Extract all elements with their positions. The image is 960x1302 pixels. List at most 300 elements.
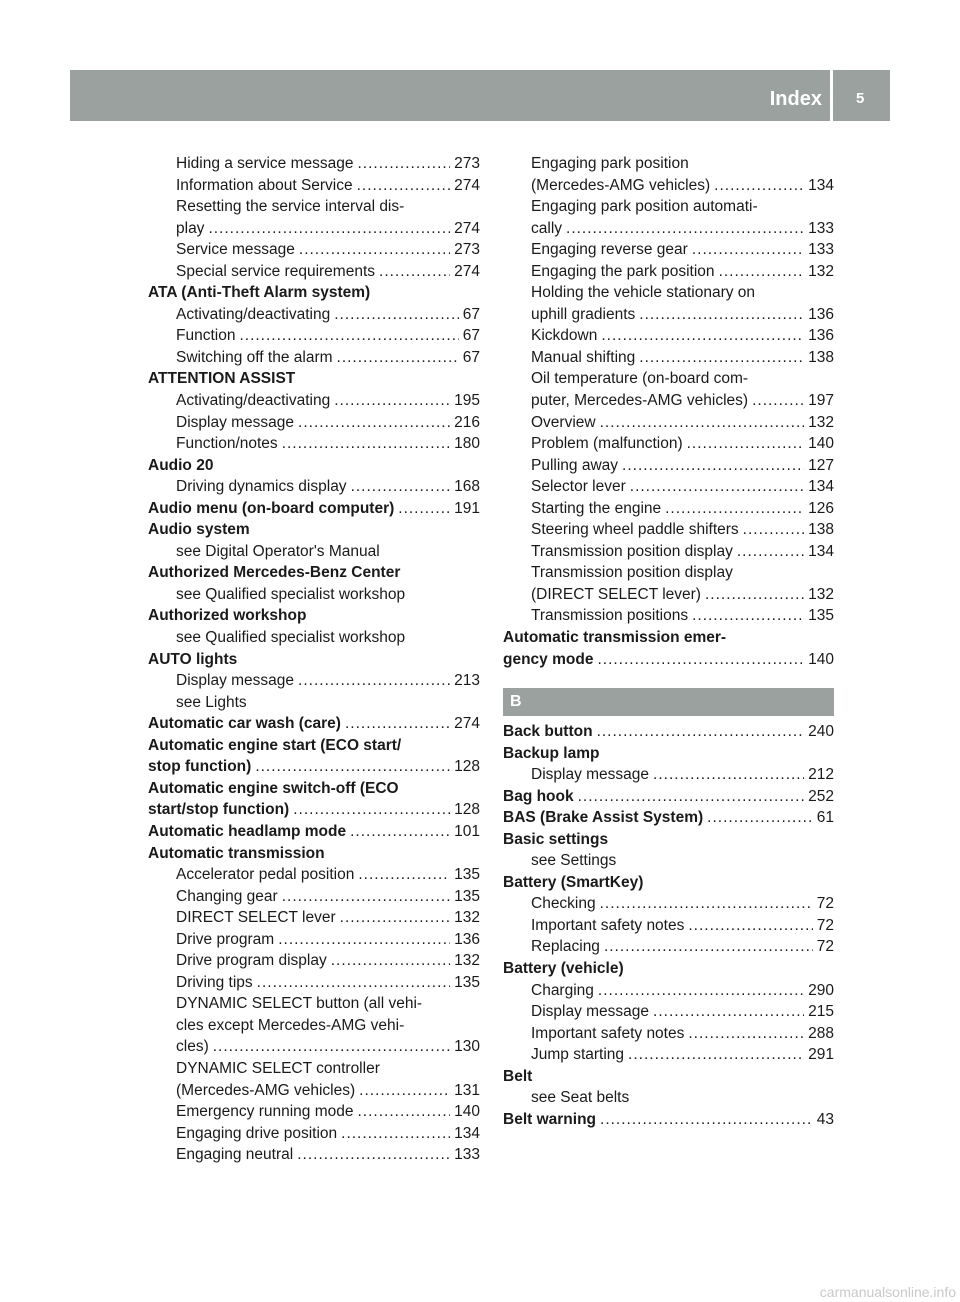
index-subentry — [148, 950, 480, 972]
dot-leader — [705, 584, 804, 606]
dot-leader — [358, 1101, 451, 1123]
index-entry — [148, 843, 480, 865]
index-subentry — [503, 261, 834, 283]
entry-text: Hiding a service message — [176, 155, 354, 172]
dot-leader — [639, 347, 804, 369]
index-subentry — [503, 584, 834, 606]
page-ref: 67 — [462, 327, 480, 345]
page-ref: 216 — [454, 413, 480, 431]
page-ref: 128 — [454, 758, 480, 776]
page-ref: 126 — [808, 499, 834, 517]
index-subentry — [148, 692, 480, 714]
index-entry — [148, 498, 480, 520]
index-subentry — [148, 1123, 480, 1145]
index-entry — [503, 743, 834, 765]
index-entry — [148, 282, 480, 304]
page-ref: 168 — [454, 478, 480, 496]
dot-leader — [692, 605, 804, 627]
entry-text: Battery (vehicle) — [503, 960, 624, 978]
page-ref: 134 — [808, 542, 834, 560]
page-ref: 140 — [454, 1103, 480, 1121]
dot-leader — [719, 261, 805, 283]
index-subentry — [148, 584, 480, 606]
entry-text: Drive program — [176, 930, 275, 948]
dot-leader — [622, 455, 804, 477]
entry-text: Automatic headlamp mode — [148, 822, 347, 840]
dot-leader — [628, 1044, 804, 1066]
index-subentry — [148, 347, 480, 369]
entry-text: Steering wheel paddle shifters — [531, 521, 739, 539]
index-subentry — [148, 541, 480, 563]
page-ref: 291 — [808, 1046, 834, 1064]
page-ref: 138 — [808, 521, 834, 539]
index-entry — [148, 649, 480, 671]
page-ref: 130 — [454, 1038, 480, 1056]
section-letter: B — [510, 693, 522, 710]
page-ref: 135 — [454, 887, 480, 905]
page-ref: 134 — [808, 176, 834, 194]
dot-leader — [688, 1023, 804, 1045]
index-subentry — [503, 915, 834, 937]
entry-text: Audio system — [148, 521, 250, 539]
entry-text: (DIRECT SELECT lever) — [531, 585, 701, 603]
page-ref: 135 — [808, 607, 834, 625]
index-subentry — [503, 893, 834, 915]
index-entry — [503, 1109, 834, 1131]
entry-text: Engaging the park position — [531, 262, 715, 280]
entry-text: Kickdown — [531, 327, 598, 345]
dot-leader — [379, 261, 450, 283]
entry-text: Transmission position display — [531, 542, 733, 560]
dot-leader — [293, 799, 450, 821]
index-entry — [503, 786, 834, 808]
dot-leader — [743, 519, 804, 541]
entry-text: Important safety notes — [531, 916, 685, 934]
index-subentry — [148, 175, 480, 197]
page-ref: 72 — [816, 895, 834, 913]
index-entry — [148, 799, 480, 821]
entry-text: Special service requirements — [176, 262, 376, 280]
index-subentry — [503, 433, 834, 455]
index-subentry — [148, 1058, 480, 1080]
dot-leader — [350, 821, 450, 843]
page-ref: 273 — [454, 241, 480, 259]
dot-leader — [213, 1036, 450, 1058]
entry-text: Automatic transmission emer- — [503, 629, 727, 647]
entry-text: Function/notes — [176, 435, 278, 453]
dot-leader — [298, 412, 450, 434]
dot-leader — [331, 950, 450, 972]
index-subentry — [148, 390, 480, 412]
index-column-right — [503, 153, 834, 670]
dot-leader — [639, 304, 804, 326]
index-entry — [148, 562, 480, 584]
index-subentry — [503, 1044, 834, 1066]
entry-text: Driving tips — [176, 973, 253, 991]
page-ref: 135 — [454, 866, 480, 884]
entry-text: start/stop function) — [148, 801, 290, 819]
dot-leader — [687, 433, 805, 455]
page-ref: 136 — [808, 327, 834, 345]
dot-leader — [566, 218, 804, 240]
entry-text: ATTENTION ASSIST — [148, 370, 296, 388]
dot-leader — [598, 980, 804, 1002]
index-subentry — [148, 261, 480, 283]
page-ref: 72 — [816, 916, 834, 934]
entry-text: Engaging drive position — [176, 1124, 338, 1142]
index-column-right-b — [503, 721, 834, 1130]
index-subentry — [503, 239, 834, 261]
dot-leader — [208, 218, 450, 240]
entry-text: uphill gradients — [531, 305, 636, 323]
entry-text: DYNAMIC SELECT button (all vehi- — [176, 995, 423, 1013]
index-subentry — [148, 239, 480, 261]
index-subentry — [148, 1036, 480, 1058]
page-title: Index — [769, 88, 822, 110]
index-entry — [148, 605, 480, 627]
entry-text: Authorized workshop — [148, 607, 307, 625]
index-entry — [503, 829, 834, 851]
index-subentry — [148, 907, 480, 929]
index-subentry — [503, 936, 834, 958]
dot-leader — [282, 886, 450, 908]
entry-text: Changing gear — [176, 887, 278, 905]
dot-leader — [340, 907, 450, 929]
index-entry — [148, 368, 480, 390]
index-subentry — [503, 980, 834, 1002]
dot-leader — [358, 864, 450, 886]
entry-text: DIRECT SELECT lever — [176, 909, 336, 927]
entry-text: AUTO lights — [148, 650, 238, 668]
dot-leader — [298, 670, 450, 692]
index-entry — [148, 519, 480, 541]
dot-leader — [737, 541, 804, 563]
entry-text: Engaging park position automati- — [531, 198, 758, 216]
index-subentry — [148, 476, 480, 498]
index-entry — [503, 958, 834, 980]
entry-text: Basic settings — [503, 830, 609, 848]
index-subentry — [148, 1101, 480, 1123]
index-subentry — [148, 929, 480, 951]
page-ref: 127 — [808, 456, 834, 474]
entry-text: Bag hook — [503, 787, 574, 805]
entry-text: Display message — [176, 672, 295, 690]
page-ref: 212 — [808, 766, 834, 784]
dot-leader — [398, 498, 450, 520]
entry-text: Starting the engine — [531, 499, 662, 517]
index-subentry — [503, 1087, 834, 1109]
index-subentry — [148, 304, 480, 326]
entry-text: Engaging reverse gear — [531, 241, 688, 259]
page-ref: 132 — [454, 909, 480, 927]
index-subentry — [503, 850, 834, 872]
entry-text: Activating/deactivating — [176, 392, 331, 410]
page-ref: 67 — [462, 348, 480, 366]
entry-text: see Seat belts — [531, 1089, 630, 1107]
dot-leader — [297, 1144, 450, 1166]
entry-text: Emergency running mode — [176, 1103, 354, 1121]
index-subentry — [148, 1015, 480, 1037]
entry-text: Authorized Mercedes-Benz Center — [148, 564, 401, 582]
entry-text: Automatic transmission — [148, 844, 325, 862]
dot-leader — [341, 1123, 450, 1145]
index-subentry — [148, 670, 480, 692]
index-entry — [503, 807, 834, 829]
index-subentry — [148, 412, 480, 434]
dot-leader — [600, 412, 805, 434]
header-bar — [70, 70, 890, 121]
page-ref: 195 — [454, 392, 480, 410]
page-ref: 252 — [808, 787, 834, 805]
dot-leader — [337, 347, 459, 369]
index-subentry — [148, 972, 480, 994]
dot-leader — [351, 476, 451, 498]
dot-leader — [239, 325, 458, 347]
index-subentry — [503, 605, 834, 627]
dot-leader — [653, 1001, 804, 1023]
index-entry — [503, 721, 834, 743]
entry-text: Replacing — [531, 938, 600, 956]
index-subentry — [503, 764, 834, 786]
entry-text: Audio 20 — [148, 456, 214, 474]
entry-text: Problem (malfunction) — [531, 435, 683, 453]
entry-text: Selector lever — [531, 478, 626, 496]
entry-text: Engaging neutral — [176, 1146, 294, 1164]
page-ref: 140 — [808, 435, 834, 453]
index-entry — [148, 713, 480, 735]
section-header-b — [503, 688, 834, 716]
index-subentry — [503, 1023, 834, 1045]
index-entry — [503, 872, 834, 894]
index-subentry — [503, 412, 834, 434]
entry-text: Information about Service — [176, 176, 353, 194]
page-ref: 61 — [816, 809, 834, 827]
index-subentry — [148, 864, 480, 886]
index-entry — [503, 627, 834, 649]
entry-text: Backup lamp — [503, 744, 600, 762]
entry-text: Holding the vehicle stationary on — [531, 284, 756, 302]
dot-leader — [345, 713, 450, 735]
dot-leader — [630, 476, 804, 498]
index-column-left — [148, 153, 480, 1166]
index-subentry — [503, 562, 834, 584]
page-ref: 180 — [454, 435, 480, 453]
entry-text: puter, Mercedes-AMG vehicles) — [531, 392, 749, 410]
index-subentry — [148, 993, 480, 1015]
entry-text: Service message — [176, 241, 295, 259]
page-ref: 136 — [454, 930, 480, 948]
index-subentry — [503, 196, 834, 218]
entry-text: Belt — [503, 1067, 533, 1085]
page-ref: 197 — [808, 392, 834, 410]
index-entry — [148, 455, 480, 477]
index-subentry — [503, 368, 834, 390]
dot-leader — [299, 239, 450, 261]
page-ref: 67 — [462, 305, 480, 323]
page-ref: 136 — [808, 305, 834, 323]
dot-leader — [359, 1080, 450, 1102]
dot-leader — [604, 936, 813, 958]
page-ref: 273 — [454, 155, 480, 172]
index-subentry — [148, 325, 480, 347]
dot-leader — [278, 929, 450, 951]
index-entry — [503, 1066, 834, 1088]
dot-leader — [752, 390, 804, 412]
entry-text: gency mode — [503, 650, 594, 668]
entry-text: Battery (SmartKey) — [503, 873, 644, 891]
entry-text: (Mercedes-AMG vehicles) — [176, 1081, 356, 1099]
index-subentry — [503, 498, 834, 520]
entry-text: see Qualified specialist workshop — [176, 585, 406, 603]
page-ref: 274 — [454, 262, 480, 280]
dot-leader — [334, 390, 450, 412]
entry-text: Automatic engine switch-off (ECO — [148, 779, 399, 797]
entry-text: Engaging park position — [531, 155, 689, 172]
page-ref: 135 — [454, 973, 480, 991]
index-subentry — [503, 1001, 834, 1023]
index-subentry — [503, 476, 834, 498]
entry-text: play — [176, 219, 205, 237]
index-subentry — [503, 541, 834, 563]
dot-leader — [255, 756, 450, 778]
entry-text: Display message — [531, 1003, 650, 1021]
page-ref: 72 — [816, 938, 834, 956]
entry-text: Overview — [531, 413, 596, 431]
page-ref: 132 — [454, 952, 480, 970]
index-subentry — [503, 153, 834, 175]
entry-text: Function — [176, 327, 236, 345]
page-ref: 101 — [454, 822, 480, 840]
page-ref: 132 — [808, 413, 834, 431]
index-entry — [148, 821, 480, 843]
entry-text: Manual shifting — [531, 348, 636, 366]
page-ref: 140 — [808, 650, 834, 668]
entry-text: Display message — [176, 413, 295, 431]
page-ref: 132 — [808, 262, 834, 280]
entry-text: Back button — [503, 723, 593, 740]
page-ref: 274 — [454, 176, 480, 194]
entry-text: Jump starting — [531, 1046, 625, 1064]
entry-text: see Lights — [176, 693, 247, 711]
dot-leader — [665, 498, 804, 520]
dot-leader — [707, 807, 813, 829]
entry-text: cally — [531, 219, 563, 237]
dot-leader — [692, 239, 804, 261]
index-entry — [503, 649, 834, 671]
dot-leader — [257, 972, 450, 994]
index-subentry — [148, 433, 480, 455]
entry-text: Pulling away — [531, 456, 619, 474]
entry-text: Drive program display — [176, 952, 327, 970]
entry-text: see Digital Operator's Manual — [176, 542, 380, 560]
index-subentry — [148, 218, 480, 240]
page-ref: 134 — [454, 1124, 480, 1142]
dot-leader — [688, 915, 812, 937]
index-subentry — [503, 519, 834, 541]
page-number: 5 — [856, 90, 865, 107]
page-ref: 133 — [808, 241, 834, 259]
page-ref: 288 — [808, 1024, 834, 1042]
index-subentry — [503, 218, 834, 240]
entry-text: BAS (Brake Assist System) — [503, 809, 704, 827]
dot-leader — [714, 175, 804, 197]
entry-text: Transmission positions — [531, 607, 689, 625]
index-subentry — [503, 304, 834, 326]
entry-text: DYNAMIC SELECT controller — [176, 1059, 380, 1077]
entry-text: (Mercedes-AMG vehicles) — [531, 176, 711, 194]
page-ref: 274 — [454, 219, 480, 237]
index-entry — [148, 778, 480, 800]
entry-text: Transmission position display — [531, 564, 733, 582]
dot-leader — [282, 433, 450, 455]
entry-text: Automatic engine start (ECO start/ — [148, 736, 402, 754]
index-subentry — [148, 153, 480, 175]
page-ref: 43 — [816, 1110, 834, 1128]
index-subentry — [148, 886, 480, 908]
dot-leader — [578, 786, 805, 808]
entry-text: cles) — [176, 1038, 209, 1056]
index-subentry — [503, 175, 834, 197]
entry-text: Oil temperature (on-board com- — [531, 370, 749, 388]
page-ref: 131 — [454, 1081, 480, 1099]
page-ref: 213 — [454, 672, 480, 690]
page-ref: 240 — [808, 723, 834, 740]
index-subentry — [503, 282, 834, 304]
dot-leader — [653, 764, 804, 786]
dot-leader — [357, 175, 451, 197]
entry-text: Display message — [531, 766, 650, 784]
entry-text: Resetting the service interval dis- — [176, 198, 405, 216]
page-ref: 290 — [808, 981, 834, 999]
index-subentry — [503, 390, 834, 412]
index-subentry — [503, 325, 834, 347]
index-entry — [148, 735, 480, 757]
page-ref: 132 — [808, 585, 834, 603]
dot-leader — [597, 721, 805, 743]
entry-text: Belt warning — [503, 1110, 597, 1128]
index-subentry — [148, 1144, 480, 1166]
entry-text: see Qualified specialist workshop — [176, 629, 406, 647]
entry-text: stop function) — [148, 758, 252, 776]
index-subentry — [148, 1080, 480, 1102]
page-ref: 133 — [808, 219, 834, 237]
dot-leader — [601, 325, 804, 347]
entry-text: see Settings — [531, 852, 617, 870]
dot-leader — [357, 153, 450, 175]
entry-text: Important safety notes — [531, 1024, 685, 1042]
watermark: carmanualsonline.info — [819, 1284, 956, 1300]
entry-text: Automatic car wash (care) — [148, 715, 341, 733]
entry-text: ATA (Anti-Theft Alarm system) — [148, 284, 371, 302]
page-ref: 191 — [454, 499, 480, 517]
entry-text: Switching off the alarm — [176, 348, 333, 366]
page-ref: 134 — [808, 478, 834, 496]
entry-text: Activating/deactivating — [176, 305, 331, 323]
dot-leader — [600, 893, 813, 915]
index-subentry — [148, 196, 480, 218]
dot-leader — [600, 1109, 813, 1131]
entry-text: cles except Mercedes-AMG vehi- — [176, 1016, 405, 1034]
page-ref: 133 — [454, 1146, 480, 1164]
page-ref: 215 — [808, 1003, 834, 1021]
page-ref: 128 — [454, 801, 480, 819]
page-ref: 274 — [454, 715, 480, 733]
entry-text: Accelerator pedal position — [176, 866, 355, 884]
header-divider — [830, 70, 833, 121]
index-entry — [148, 756, 480, 778]
entry-text: Checking — [531, 895, 596, 913]
entry-text: Driving dynamics display — [176, 478, 347, 496]
